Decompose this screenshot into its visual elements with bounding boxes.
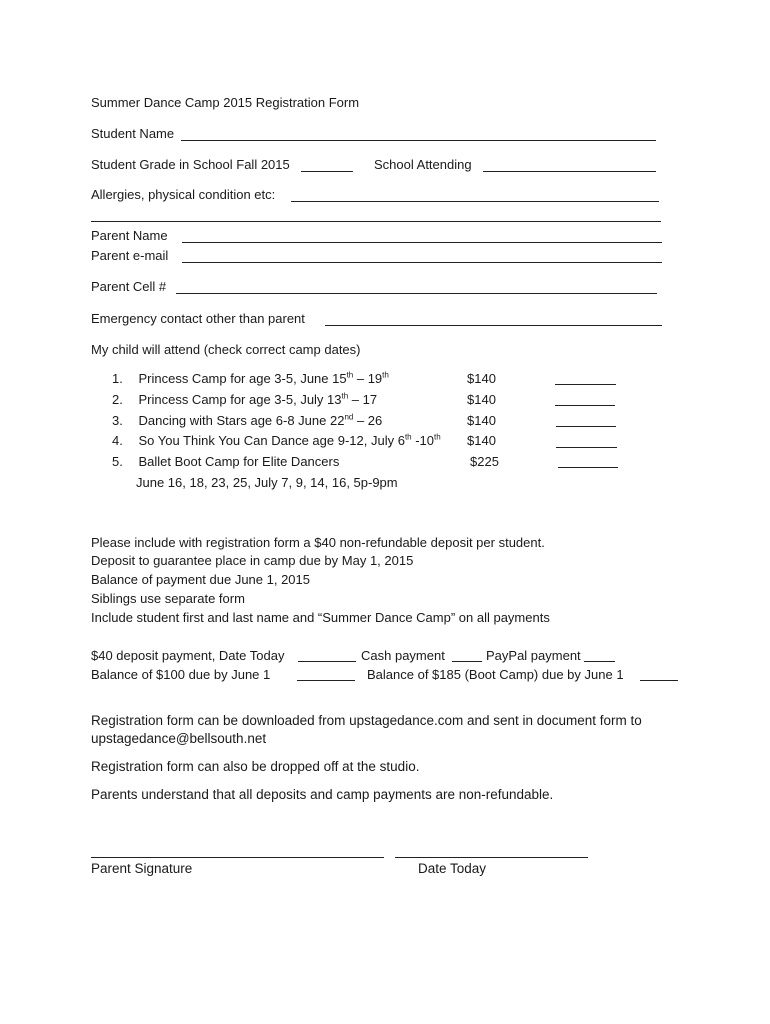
balance-185-field[interactable] xyxy=(640,680,678,681)
download-note-line2: upstagedance@bellsouth.net xyxy=(91,731,267,746)
parent-name-label: Parent Name xyxy=(91,228,168,243)
parent-name-field[interactable] xyxy=(182,242,662,243)
camp-price-1: $140 xyxy=(467,371,496,386)
parent-signature-label: Parent Signature xyxy=(91,861,193,876)
camp-text: So You Think You Can Dance age 9-12, July 6 xyxy=(138,433,405,448)
info-line-4: Siblings use separate form xyxy=(91,591,245,606)
info-line-3: Balance of payment due June 1, 2015 xyxy=(91,572,310,587)
camp-price-5: $225 xyxy=(470,454,499,469)
info-line-2: Deposit to guarantee place in camp due by May 1, 2015 xyxy=(91,553,414,568)
camp-mid: – 19 xyxy=(353,371,383,386)
balance-185-label: Balance of $185 (Boot Camp) due by June 1 xyxy=(367,667,624,682)
camp-item-1 xyxy=(112,371,389,387)
date-today-label: Date Today xyxy=(418,861,487,876)
info-line-1: Please include with registration form a $40 non-refundable deposit per student. xyxy=(91,535,545,550)
camp-price-3: $140 xyxy=(467,413,496,428)
emergency-contact-label: Emergency contact other than parent xyxy=(91,311,305,326)
form-title: Summer Dance Camp 2015 Registration Form xyxy=(91,95,360,110)
camp-sup: th xyxy=(404,432,412,442)
emergency-contact-field[interactable] xyxy=(325,325,662,326)
deposit-label: $40 deposit payment, Date Today xyxy=(91,648,285,663)
camp-sup: th xyxy=(346,370,354,380)
camp-text: Princess Camp for age 3-5, July 13 xyxy=(138,392,342,407)
date-today-line[interactable] xyxy=(395,857,588,858)
camp-price-2: $140 xyxy=(467,392,496,407)
camp-item-2 xyxy=(112,392,377,408)
parent-cell-field[interactable] xyxy=(176,293,657,294)
camp-mid: -10 xyxy=(411,433,435,448)
grade-field[interactable] xyxy=(301,171,353,172)
camp-mid: – 26 xyxy=(353,413,383,428)
camp-sup: th xyxy=(382,370,389,380)
parent-cell-label: Parent Cell # xyxy=(91,279,167,294)
parent-email-label: Parent e-mail xyxy=(91,248,169,263)
paypal-label: PayPal payment xyxy=(486,648,581,663)
student-name-label: Student Name xyxy=(91,126,175,141)
allergies-field-line2[interactable] xyxy=(91,221,661,222)
attend-label: My child will attend (check correct camp dates) xyxy=(91,342,361,357)
deposit-date-field[interactable] xyxy=(298,661,356,662)
camp-sup: th xyxy=(341,391,349,401)
camp-checkbox-line-3[interactable] xyxy=(556,426,616,427)
camp-item-4 xyxy=(112,433,441,449)
grade-label: Student Grade in School Fall 2015 xyxy=(91,157,290,172)
school-field[interactable] xyxy=(483,171,656,172)
school-label: School Attending xyxy=(374,157,472,172)
parent-email-field[interactable] xyxy=(182,262,662,263)
download-note-line1: Registration form can be downloaded from upstagedance.com and sent in document form to xyxy=(91,713,642,728)
paypal-field[interactable] xyxy=(584,661,615,662)
camp-sup: nd xyxy=(344,412,354,422)
allergies-field[interactable] xyxy=(291,201,659,202)
camp-checkbox-line-1[interactable] xyxy=(555,384,616,385)
allergies-label: Allergies, physical condition etc: xyxy=(91,187,276,202)
camp-checkbox-line-5[interactable] xyxy=(558,467,618,468)
camp-checkbox-line-2[interactable] xyxy=(555,405,615,406)
camp-price-4: $140 xyxy=(467,433,496,448)
camp-mid: – 17 xyxy=(348,392,378,407)
camp-checkbox-line-4[interactable] xyxy=(556,447,617,448)
balance-100-label: Balance of $100 due by June 1 xyxy=(91,667,271,682)
boot-camp-dates: June 16, 18, 23, 25, July 7, 9, 14, 16, 5p-9pm xyxy=(136,475,398,490)
camp-text: Princess Camp for age 3-5, June 15 xyxy=(138,371,347,386)
parent-signature-line[interactable] xyxy=(91,857,384,858)
dropoff-note: Registration form can also be dropped off at the studio. xyxy=(91,759,420,774)
student-name-field[interactable] xyxy=(181,140,656,141)
info-line-5: Include student first and last name and “Summer Dance Camp” on all payments xyxy=(91,610,550,625)
camp-text: Dancing with Stars age 6-8 June 22 xyxy=(138,413,345,428)
camp-sup: th xyxy=(434,432,441,442)
camp-item-5 xyxy=(112,454,339,470)
nonrefundable-note: Parents understand that all deposits and camp payments are non-refundable. xyxy=(91,787,554,802)
camp-number: 5. xyxy=(112,454,123,469)
camp-number: 2. xyxy=(112,392,123,407)
camp-item-3 xyxy=(112,413,382,429)
balance-100-field[interactable] xyxy=(297,680,355,681)
cash-field[interactable] xyxy=(452,661,482,662)
camp-number: 3. xyxy=(112,413,123,428)
camp-number: 4. xyxy=(112,433,123,448)
cash-label: Cash payment xyxy=(361,648,445,663)
camp-text: Ballet Boot Camp for Elite Dancers xyxy=(138,454,340,469)
camp-number: 1. xyxy=(112,371,123,386)
